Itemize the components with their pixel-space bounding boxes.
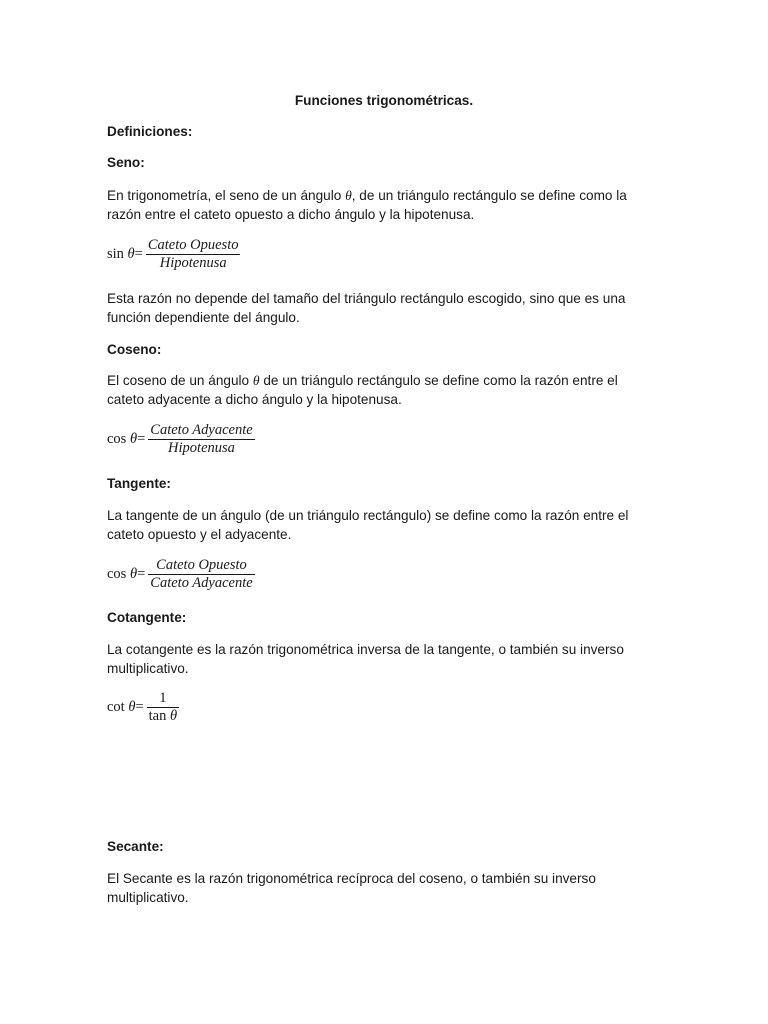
cotangente-definition: La cotangente es la razón trigonométrica inversa de la tangente, o también su inverso multiplicativo. <box>107 642 624 676</box>
function-name: tan <box>148 708 167 724</box>
equals-sign: = <box>135 699 144 715</box>
document-title: Funciones trigonométricas. <box>294 93 474 108</box>
formula-variable: θ <box>127 246 135 262</box>
fraction-denominator <box>147 708 179 725</box>
tangente-formula <box>107 557 255 592</box>
formula-variable: θ <box>129 566 138 582</box>
fraction <box>148 557 254 592</box>
fraction-numerator: Cateto Opuesto <box>147 237 239 253</box>
formula-variable: θ <box>128 699 136 715</box>
fraction-denominator: Hipotenusa <box>168 440 235 456</box>
fraction <box>148 422 254 457</box>
seno-note: Esta razón no depende del tamaño del triángulo rectángulo escogido, sino que es una función dependiente del ángulo. <box>107 291 626 325</box>
function-name: cot <box>107 699 125 715</box>
fraction-denominator: Cateto Adyacente <box>150 575 253 591</box>
fraction-numerator: 1 <box>159 690 167 706</box>
formula-variable: θ <box>170 708 178 724</box>
coseno-heading: Coseno: <box>107 342 162 357</box>
formula-lhs <box>107 566 145 583</box>
fraction-numerator: Cateto Opuesto <box>156 557 247 573</box>
function-name: sin <box>107 246 124 262</box>
fraction <box>147 690 179 725</box>
equals-sign: = <box>134 246 143 262</box>
formula-variable: θ <box>129 431 138 447</box>
secante-definition: El Secante es la razón trigonométrica recíproca del coseno, o también su inverso multiplicativo. <box>107 871 596 905</box>
function-name: cos <box>107 566 127 582</box>
seno-definition <box>107 186 652 224</box>
theta-symbol: θ <box>252 373 260 388</box>
seno-definition-text-b: , de un triángulo rectángulo se define como la razón entre el cateto opuesto a dicho ángulo y la hipotenusa. <box>107 188 627 222</box>
theta-symbol: θ <box>345 188 352 203</box>
fraction-denominator: Hipotenusa <box>159 255 227 271</box>
secante-heading: Secante: <box>107 839 164 854</box>
coseno-definition <box>107 371 652 409</box>
coseno-definition-text-a: El coseno de un ángulo <box>107 373 253 388</box>
cotangente-formula <box>107 690 179 725</box>
definitions-heading: Definiciones: <box>107 124 193 139</box>
function-name: cos <box>107 431 127 447</box>
coseno-definition-text-b: de un triángulo rectángulo se define como la razón entre el cateto adyacente a dicho ángulo y la hipotenusa. <box>107 373 618 407</box>
formula-lhs <box>107 431 145 448</box>
seno-heading: Seno: <box>107 155 145 170</box>
coseno-formula <box>107 422 255 457</box>
equals-sign: = <box>137 566 146 582</box>
cotangente-heading: Cotangente: <box>107 610 187 625</box>
seno-definition-text-a: En trigonometría, el seno de un ángulo <box>107 188 346 203</box>
fraction <box>146 237 241 272</box>
formula-lhs <box>107 246 143 263</box>
formula-lhs <box>107 699 144 716</box>
seno-formula <box>107 237 240 272</box>
tangente-heading: Tangente: <box>107 476 171 491</box>
fraction-numerator: Cateto Adyacente <box>150 422 253 438</box>
equals-sign: = <box>137 431 146 447</box>
tangente-definition: La tangente de un ángulo (de un triángulo rectángulo) se define como la razón entre el cateto opuesto y el adyacente. <box>107 508 629 542</box>
